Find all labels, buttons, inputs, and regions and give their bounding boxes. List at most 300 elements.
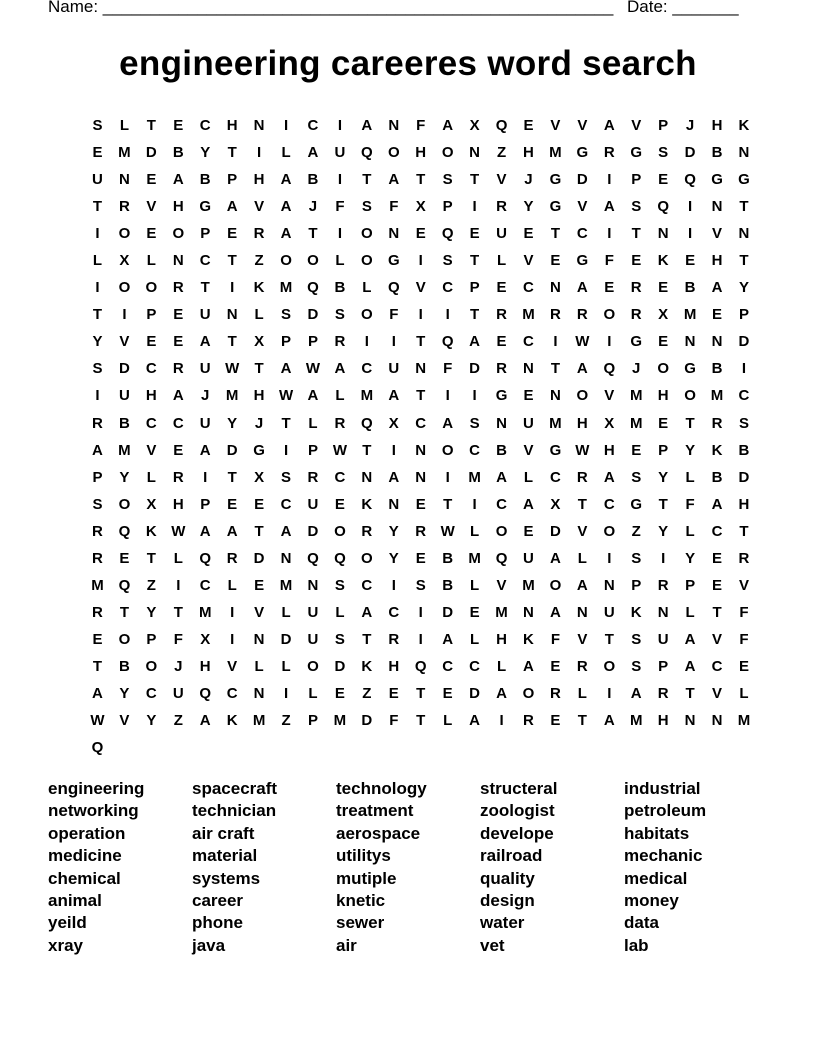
word-list-item: mechanic [624,846,703,866]
grid-letter: U [523,414,534,432]
grid-letter: Z [254,252,264,270]
grid-letter: N [738,225,750,243]
grid-letter: Q [657,198,669,216]
grid-letter: V [496,171,507,189]
grid-letter: O [280,252,292,270]
grid-letter: C [145,360,157,378]
grid-letter: Y [146,603,157,621]
grid-letter: O [145,279,158,297]
grid-letter: G [549,171,562,189]
grid-letter: Q [495,549,508,567]
grid-letter: E [173,117,184,134]
grid-letter: M [629,387,643,405]
grid-letter: K [226,712,238,730]
grid-letter: X [146,495,157,513]
grid-letter: T [173,603,183,621]
word-list-item: quality [480,868,535,888]
grid-letter: O [603,522,616,540]
grid-letter: Y [200,144,211,162]
grid-letter: R [172,360,184,378]
grid-letter: P [307,333,318,351]
grid-letter: X [254,468,265,486]
grid-letter: E [658,171,669,189]
grid-letter: C [145,414,157,432]
grid-letter: T [416,684,426,702]
grid-letter: Y [658,522,669,540]
date-field: Date: _______ [627,0,739,16]
grid-letter: T [416,387,426,405]
grid-letter: N [603,576,615,594]
grid-letter: C [523,279,534,297]
grid-letter: R [523,712,534,730]
grid-letter: E [388,684,399,702]
grid-letter: A [334,360,346,378]
grid-letter: Z [496,144,507,162]
grid-letter: A [280,522,292,540]
grid-letter: I [607,225,612,243]
letter-grid [84,112,757,761]
grid-letter: M [683,306,697,324]
grid-letter: L [146,468,156,486]
grid-letter: W [440,522,455,540]
grid-letter: C [361,360,373,378]
grid-letter: R [388,630,400,648]
grid-letter: A [523,657,534,675]
grid-letter: N [469,144,481,162]
grid-letter: A [280,171,292,189]
grid-letter: V [577,630,588,648]
grid-letter: T [416,171,426,189]
grid-letter: Y [227,414,238,432]
grid-letter: G [549,441,562,459]
grid-letter: L [470,630,480,648]
grid-letter: T [658,495,668,513]
grid-letter: I [364,333,369,351]
grid-letter: A [549,603,561,621]
grid-letter: S [92,360,103,378]
grid-letter: P [146,306,157,324]
grid-letter: N [388,117,400,134]
grid-letter: E [550,712,561,730]
grid-letter: V [496,576,507,594]
grid-letter: D [738,468,750,486]
grid-letter: T [362,630,372,648]
grid-letter: S [92,495,103,513]
grid-letter: L [146,252,156,270]
grid-letter: A [549,549,561,567]
grid-letter: R [576,468,588,486]
grid-letter: K [711,441,723,459]
grid-letter: G [549,198,562,216]
grid-letter: L [443,712,453,730]
grid-letter: N [253,630,265,648]
grid-letter: I [230,279,235,297]
grid-letter: L [254,657,264,675]
grid-letter: D [469,684,481,702]
grid-letter: G [711,171,723,189]
grid-letter: A [199,522,211,540]
grid-letter: D [469,360,481,378]
grid-letter: E [227,225,238,243]
grid-letter: A [442,414,454,432]
word-list-item: java [192,935,226,955]
grid-letter: L [496,657,507,675]
grid-letter: Y [92,333,103,351]
grid-letter: U [496,225,507,243]
grid-letter: T [577,495,587,513]
grid-letter: G [630,495,643,513]
grid-letter: C [738,387,750,405]
word-list-item: structeral [480,779,558,798]
grid-letter: R [92,522,103,540]
grid-letter: N [361,468,373,486]
grid-letter: A [92,441,103,459]
grid-letter: P [469,279,480,297]
grid-letter: E [712,306,723,324]
grid-letter: R [172,468,184,486]
grid-letter: A [469,712,481,730]
word-list-item: lab [624,935,649,955]
grid-letter: A [523,495,534,513]
grid-letter: V [146,441,157,459]
grid-letter: Q [361,144,373,162]
word-list-item: medical [624,868,688,888]
grid-letter: V [604,387,615,405]
grid-letter: V [254,198,265,216]
grid-letter: C [145,684,157,702]
grid-letter: S [281,306,292,324]
grid-letter: A [603,198,615,216]
grid-letter: N [738,144,750,162]
grid-letter: N [280,549,292,567]
grid-letter: A [603,117,615,134]
grid-letter: E [334,684,345,702]
grid-letter: M [737,712,751,730]
grid-letter: M [468,468,481,486]
grid-letter: I [499,712,504,730]
grid-letter: S [738,414,749,432]
grid-letter: Z [631,522,641,540]
grid-letter: C [280,495,292,513]
word-list-item: mutiple [336,868,397,888]
grid-letter: I [688,198,693,216]
grid-letter: A [199,441,211,459]
grid-letter: E [92,144,103,162]
grid-letter: N [711,712,723,730]
grid-letter: F [550,630,560,648]
grid-letter: Y [119,684,130,702]
grid-letter: W [171,522,186,540]
grid-letter: A [496,468,507,486]
grid-letter: P [307,712,318,730]
grid-letter: O [172,225,185,243]
grid-letter: T [362,171,372,189]
grid-letter: T [577,712,587,730]
word-list-item: treatment [336,801,414,821]
grid-letter: P [658,441,669,459]
grid-letter: Z [146,576,156,594]
grid-letter: O [657,360,669,378]
word-list-item: utilitys [336,846,391,866]
grid-letter: N [415,441,427,459]
grid-letter: C [172,414,184,432]
grid-letter: S [631,198,642,216]
grid-letter: C [523,333,534,351]
grid-letter: E [92,630,103,648]
grid-letter: F [739,630,749,648]
grid-letter: L [577,684,587,702]
grid-letter: D [145,144,157,162]
grid-letter: H [199,657,211,675]
grid-letter: E [415,495,426,513]
grid-letter: A [496,684,507,702]
grid-letter: C [226,684,238,702]
grid-letter: J [685,117,695,134]
grid-letter: C [442,657,454,675]
grid-letter: T [254,360,264,378]
grid-letter: I [607,549,612,567]
grid-letter: M [91,576,104,594]
grid-letter: I [445,306,450,324]
grid-letter: O [307,252,319,270]
grid-letter: T [92,657,103,675]
grid-letter: V [119,712,130,730]
grid-letter: N [253,684,265,702]
grid-letter: W [575,333,590,351]
grid-letter: R [576,657,588,675]
grid-letter: F [739,603,749,621]
grid-letter: D [226,441,238,459]
grid-letter: C [199,252,211,270]
grid-letter: H [253,387,265,405]
grid-letter: F [173,630,183,648]
grid-letter: I [607,333,612,351]
grid-letter: V [415,279,426,297]
grid-letter: U [523,549,534,567]
grid-letter: Y [738,279,749,297]
grid-letter: A [711,495,723,513]
grid-letter: P [631,576,642,594]
grid-letter: M [279,576,293,594]
grid-letter: Q [441,333,454,351]
grid-letter: N [523,603,534,621]
grid-letter: R [92,414,103,432]
grid-letter: M [629,712,643,730]
grid-letter: A [469,333,481,351]
grid-letter: B [738,441,750,459]
grid-letter: A [226,198,238,216]
grid-letter: X [254,333,265,351]
grid-letter: T [739,198,749,216]
grid-letter: R [496,198,507,216]
grid-letter: S [281,468,292,486]
grid-letter: E [173,333,184,351]
grid-letter: A [280,198,292,216]
grid-letter: H [145,387,157,405]
grid-letter: R [738,549,750,567]
grid-letter: E [146,225,157,243]
grid-letter: S [92,117,103,134]
grid-letter: K [523,630,534,648]
grid-letter: N [253,117,265,134]
grid-letter: X [604,414,615,432]
grid-letter: U [92,171,103,189]
grid-letter: I [391,576,396,594]
grid-letter: G [630,144,643,162]
grid-letter: U [307,603,319,621]
grid-letter: C [199,576,211,594]
grid-letter: O [118,630,131,648]
grid-letter: T [416,712,426,730]
grid-letter: O [118,279,131,297]
grid-letter: R [657,576,669,594]
grid-letter: N [657,603,669,621]
grid-letter: H [657,387,669,405]
grid-letter: P [92,468,103,486]
grid-letter: K [361,495,373,513]
grid-letter: T [146,549,156,567]
grid-letter: C [388,603,400,621]
grid-letter: I [472,198,477,216]
grid-letter: Q [495,117,508,134]
grid-letter: M [279,279,293,297]
grid-letter: O [361,549,373,567]
grid-letter: I [472,387,477,405]
grid-letter: T [470,171,480,189]
grid-letter: V [119,333,130,351]
grid-letter: E [146,333,157,351]
grid-letter: E [658,414,669,432]
word-list-item: technician [192,801,277,821]
grid-letter: I [122,306,127,324]
grid-letter: D [280,630,292,648]
grid-letter: U [199,306,211,324]
grid-letter: X [469,117,480,134]
grid-letter: O [118,495,131,513]
grid-letter: X [658,306,669,324]
grid-letter: E [523,117,534,134]
grid-letter: D [684,144,696,162]
grid-letter: T [550,225,560,243]
grid-letter: Q [684,171,696,189]
grid-letter: A [280,225,292,243]
grid-letter: U [199,414,211,432]
grid-letter: E [415,549,426,567]
grid-letter: I [230,603,235,621]
grid-letter: L [470,522,480,540]
grid-letter: V [577,198,588,216]
grid-letter: L [173,549,183,567]
word-list-item: money [624,890,679,910]
grid-letter: Q [441,225,454,243]
grid-letter: Y [523,198,534,216]
grid-letter: Q [118,522,131,540]
word-list-item: water [480,913,525,933]
grid-letter: Q [199,684,212,702]
grid-letter: L [496,252,507,270]
grid-letter: A [711,279,723,297]
grid-letter: A [361,603,373,621]
grid-letter: E [146,171,157,189]
grid-letter: T [254,522,264,540]
grid-letter: H [523,144,534,162]
grid-letter: I [418,630,423,648]
grid-letter: H [711,252,723,270]
grid-letter: R [630,306,642,324]
grid-letter: I [203,468,208,486]
word-list-item: career [192,890,244,910]
grid-letter: R [334,414,346,432]
word-list-item: zoologist [480,801,555,821]
grid-letter: S [361,198,372,216]
grid-letter: P [442,198,453,216]
grid-letter: I [283,684,289,702]
grid-letter: E [173,306,184,324]
grid-letter: F [389,198,399,216]
grid-letter: V [146,198,157,216]
grid-letter: R [226,549,238,567]
grid-letter: N [549,279,561,297]
grid-letter: M [333,712,347,730]
grid-letter: N [711,198,723,216]
grid-letter: P [227,171,238,189]
grid-letter: A [603,468,615,486]
grid-letter: V [577,522,588,540]
grid-letter: H [738,495,750,513]
grid-letter: Q [307,279,319,297]
grid-letter: S [469,414,480,432]
grid-letter: O [522,684,535,702]
grid-letter: L [335,387,345,405]
grid-letter: T [119,603,129,621]
grid-letter: G [576,144,589,162]
grid-letter: L [470,576,480,594]
grid-letter: Y [658,468,669,486]
grid-letter: Q [307,549,319,567]
word-list-item: develope [480,823,554,843]
grid-letter: C [442,279,454,297]
grid-letter: I [607,684,612,702]
grid-letter: A [199,333,211,351]
grid-letter: M [198,603,212,621]
grid-letter: N [307,576,319,594]
grid-letter: G [495,387,508,405]
grid-letter: A [388,468,400,486]
grid-letter: Q [199,549,212,567]
grid-letter: H [388,657,400,675]
grid-letter: I [391,441,396,459]
grid-letter: G [576,252,589,270]
grid-letter: C [469,441,481,459]
grid-letter: I [95,279,100,297]
grid-letter: N [388,495,400,513]
grid-letter: T [92,306,103,324]
grid-letter: M [522,306,535,324]
grid-letter: R [576,306,588,324]
grid-letter: M [118,144,131,162]
grid-letter: I [741,360,747,378]
grid-letter: D [361,712,373,730]
grid-letter: A [684,630,696,648]
grid-letter: I [95,387,100,405]
header [48,0,748,17]
grid-letter: T [227,144,237,162]
word-list-item: systems [192,868,261,888]
grid-letter: V [577,117,588,134]
grid-letter: N [388,225,400,243]
grid-letter: L [92,252,103,270]
word-list-item: vet [480,935,505,955]
